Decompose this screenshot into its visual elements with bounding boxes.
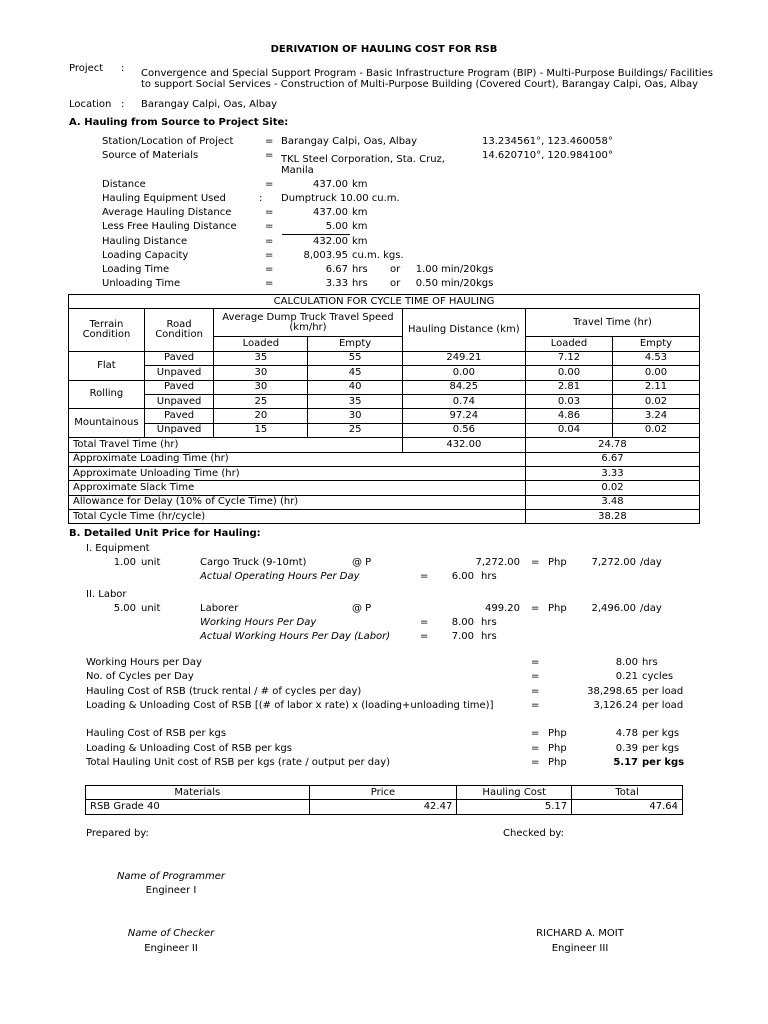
section-b-heading: B. Detailed Unit Price for Hauling: [69,528,261,539]
labor-php: Php [548,603,567,614]
total-travel-time: 24.78 [525,438,699,452]
hauling-distance-label: Hauling Distance [102,236,188,247]
total-unit-cost-eq: = [531,757,540,768]
unloading-time-or: or [390,278,401,289]
labor-heading: II. Labor [86,589,127,600]
equipment-unit: unit [141,557,161,568]
speed-empty-cell: 35 [308,394,402,408]
loading-time-alt: 1.00 [415,264,438,275]
source-value-line1: TKL Steel Corporation, Sta. Cruz, [281,154,445,165]
unloading-time-eq: = [265,278,274,289]
table-row [69,366,700,380]
time-empty-cell: 2.11 [612,380,699,394]
speed-loaded-cell: 20 [214,409,308,423]
source-eq: = [265,150,274,161]
hauling-cost-kgs-php: Php [548,728,567,739]
actual-op-eq: = [420,571,429,582]
header-terrain: Terrain Condition [69,309,145,351]
equipment-per-day: /day [640,557,662,568]
project-description-line1: Convergence and Special Support Program - Basic Infrastructure Program (BIP) - Multi-Purpose Buildings/ Facilities [141,68,713,79]
source-coords: 14.620710°, 120.984100° [482,150,613,161]
hauling-cost-eq: = [531,686,540,697]
allowance-row [69,495,700,509]
total-cell: 47.64 [572,800,683,814]
approx-loading-value: 6.67 [525,452,699,466]
total-travel-row [69,438,700,452]
approx-slack-row [69,481,700,495]
table-row [69,380,700,394]
loading-unloading-eq: = [531,700,540,711]
actual-op-unit: hrs [481,571,497,582]
subtotal-underline [282,234,350,235]
time-loaded-cell: 4.86 [525,409,612,423]
price-cell: 42.47 [309,800,457,814]
loading-time-label: Loading Time [102,264,170,275]
time-empty-cell: 3.24 [612,409,699,423]
equipment-cost: 7,272.00 [591,557,636,568]
distance-cell: 0.00 [402,366,525,380]
hauling-cost-label: Hauling Cost of RSB (truck rental / # of cycles per day) [86,686,362,697]
loading-capacity-unit: cu.m. kgs. [352,250,404,261]
approx-loading-label: Approximate Loading Time (hr) [69,452,526,466]
speed-empty-cell: 40 [308,380,402,394]
equipment-php: Php [548,557,567,568]
equipment-eq: = [531,557,540,568]
lu-cost-kgs-unit: per kgs [642,743,680,754]
approx-unloading-label: Approximate Unloading Time (hr) [69,466,526,480]
hauling-distance-unit: km [352,236,368,247]
total-travel-label: Total Travel Time (hr) [69,438,403,452]
loading-capacity-eq: = [265,250,274,261]
working-hours-label: Working Hours Per Day [200,617,317,628]
table-row [69,351,700,365]
station-label: Station/Location of Project [102,136,234,147]
lu-cost-kgs-label: Loading & Unloading Cost of RSB per kgs [86,743,292,754]
time-loaded-cell: 0.04 [525,423,612,437]
terrain-cell: Rolling [69,380,145,409]
table-row [86,800,683,814]
equipment-at-p: @ P [352,557,372,568]
distance-cell: 84.25 [402,380,525,394]
header-distance: Hauling Distance (km) [402,309,525,351]
approx-unloading-value: 3.33 [525,466,699,480]
hauling-distance-value: 432.00 [313,236,348,247]
wh-eq: = [531,657,540,668]
labor-per-day: /day [640,603,662,614]
cycle-time-table [68,294,700,524]
location-label: Location [69,99,112,110]
less-free-unit: km [352,221,368,232]
speed-empty-cell: 45 [308,366,402,380]
equipment-qty: 1.00 [113,557,136,568]
station-coords: 13.234561°, 123.460058° [482,136,613,147]
speed-empty-cell: 25 [308,423,402,437]
hauling-cost-kgs-value: 4.78 [615,728,638,739]
header-speed-loaded: Loaded [214,337,308,351]
loading-time-or: or [390,264,401,275]
less-free-value: 5.00 [325,221,348,232]
distance-cell: 0.74 [402,394,525,408]
unloading-time-alt: 0.50 [415,278,438,289]
unloading-time-value: 3.33 [325,278,348,289]
speed-loaded-cell: 15 [214,423,308,437]
equipment-rate: 7,272.00 [475,557,520,568]
avg-hauling-value: 437.00 [313,207,348,218]
total-cycle-value: 38.28 [525,510,699,524]
hauling-cost-kgs-label: Hauling Cost of RSB per kgs [86,728,227,739]
approx-loading-row [69,452,700,466]
total-cycle-label: Total Cycle Time (hr/cycle) [69,510,526,524]
road-cell: Unpaved [144,423,213,437]
station-value: Barangay Calpi, Oas, Albay [281,136,418,147]
approver-name: RICHARD A. MOIT [536,928,624,939]
speed-empty-cell: 55 [308,351,402,365]
cycles-label: No. of Cycles per Day [86,671,194,682]
total-unit-cost-value: 5.17 [613,757,638,768]
location-colon: : [121,99,125,110]
lu-cost-kgs-value: 0.39 [615,743,638,754]
actual-labor-eq: = [420,631,429,642]
speed-loaded-cell: 30 [214,380,308,394]
project-description-line2: to support Social Services - Construction of Multi-Purpose Building (Covered Court), Barangay Calpi, Oas, Albay [141,79,698,90]
allowance-label: Allowance for Delay (10% of Cycle Time) (hr) [69,495,526,509]
approx-unloading-row [69,466,700,480]
road-cell: Paved [144,409,213,423]
hauling-cost-kgs-eq: = [531,728,540,739]
header-travel-empty: Empty [612,337,699,351]
distance-cell: 0.56 [402,423,525,437]
loading-unloading-value: 3,126.24 [593,700,638,711]
working-hours-eq: = [420,617,429,628]
loading-time-alt-unit: min/20kgs [441,264,494,275]
hauling-cost-header: Hauling Cost [457,786,572,800]
section-a-heading: A. Hauling from Source to Project Site: [69,117,289,128]
materials-header: Materials [86,786,310,800]
loading-time-value: 6.67 [325,264,348,275]
distance-value: 437.00 [313,179,348,190]
header-speed: Average Dump Truck Travel Speed (km/hr) [214,309,402,337]
lu-cost-kgs-eq: = [531,743,540,754]
source-value-line2: Manila [281,165,314,176]
speed-loaded-cell: 30 [214,366,308,380]
table-row [69,409,700,423]
time-loaded-cell: 7.12 [525,351,612,365]
road-cell: Unpaved [144,366,213,380]
station-eq: = [265,136,274,147]
avg-hauling-label: Average Hauling Distance [102,207,232,218]
cycles-eq: = [531,671,540,682]
labor-unit: unit [141,603,161,614]
equipment-heading: I. Equipment [86,543,150,554]
cycles-value: 0.21 [615,671,638,682]
working-hours-value: 8.00 [451,617,474,628]
actual-labor-value: 7.00 [451,631,474,642]
time-empty-cell: 0.02 [612,394,699,408]
hauling-cost-kgs-unit: per kgs [642,728,680,739]
speed-loaded-cell: 35 [214,351,308,365]
loading-time-eq: = [265,264,274,275]
table-row [69,394,700,408]
avg-hauling-unit: km [352,207,368,218]
table-row [69,423,700,437]
actual-op-label: Actual Operating Hours Per Day [200,571,360,582]
actual-labor-unit: hrs [481,631,497,642]
labor-eq: = [531,603,540,614]
equipment-used-value: Dumptruck 10.00 cu.m. [281,193,400,204]
labor-rate: 499.20 [485,603,520,614]
header-speed-empty: Empty [308,337,402,351]
checker-name: Name of Checker [127,928,215,939]
road-cell: Paved [144,380,213,394]
equipment-desc: Cargo Truck (9-10mt) [200,557,307,568]
actual-labor-label: Actual Working Hours Per Day (Labor) [200,631,391,642]
actual-op-value: 6.00 [451,571,474,582]
total-header: Total [572,786,683,800]
total-unit-cost-label: Total Hauling Unit cost of RSB per kgs (rate / output per day) [86,757,391,768]
time-loaded-cell: 2.81 [525,380,612,394]
unloading-time-alt-unit: min/20kgs [441,278,494,289]
prepared-by-label: Prepared by: [86,828,149,839]
project-colon: : [121,63,125,74]
lu-cost-kgs-php: Php [548,743,567,754]
approx-slack-value: 0.02 [525,481,699,495]
hauling-cost-value: 38,298.65 [587,686,638,697]
cycle-table-title: CALCULATION FOR CYCLE TIME OF HAULING [69,295,700,309]
loading-capacity-value: 8,003.95 [303,250,348,261]
time-empty-cell: 0.00 [612,366,699,380]
allowance-value: 3.48 [525,495,699,509]
hauling-cost-unit: per load [642,686,684,697]
speed-loaded-cell: 25 [214,394,308,408]
hauling-cost-cell: 5.17 [457,800,572,814]
distance-unit: km [352,179,368,190]
terrain-cell: Mountainous [69,409,145,438]
distance-cell: 249.21 [402,351,525,365]
page-title: DERIVATION OF HAULING COST FOR RSB [270,44,498,55]
wh-label: Working Hours per Day [86,657,202,668]
approver-title: Engineer III [551,943,609,954]
hauling-distance-eq: = [265,236,274,247]
labor-at-p: @ P [352,603,372,614]
price-header: Price [309,786,457,800]
labor-cost: 2,496.00 [591,603,636,614]
time-loaded-cell: 0.03 [525,394,612,408]
less-free-label: Less Free Hauling Distance [102,221,237,232]
avg-hauling-eq: = [265,207,274,218]
header-road: Road Condition [144,309,213,351]
time-loaded-cell: 0.00 [525,366,612,380]
unloading-time-label: Unloading Time [102,278,181,289]
speed-empty-cell: 30 [308,409,402,423]
checked-by-label: Checked by: [503,828,564,839]
less-free-eq: = [265,221,274,232]
location-value: Barangay Calpi, Oas, Albay [141,99,278,110]
time-empty-cell: 0.02 [612,423,699,437]
total-cycle-row [69,510,700,524]
cycles-unit: cycles [642,671,674,682]
distance-cell: 97.24 [402,409,525,423]
loading-unloading-unit: per load [642,700,684,711]
equipment-used-label: Hauling Equipment Used [102,193,226,204]
unloading-time-unit: hrs [352,278,368,289]
road-cell: Paved [144,351,213,365]
wh-value: 8.00 [615,657,638,668]
road-cell: Unpaved [144,394,213,408]
loading-unloading-label: Loading & Unloading Cost of RSB [(# of labor x rate) x (loading+unloading time)] [86,700,494,711]
programmer-title: Engineer I [145,885,197,896]
labor-desc: Laborer [200,603,239,614]
materials-table [85,785,683,815]
wh-unit: hrs [642,657,658,668]
source-label: Source of Materials [102,150,199,161]
project-label: Project [69,63,104,74]
working-hours-unit: hrs [481,617,497,628]
approx-slack-label: Approximate Slack Time [69,481,526,495]
header-travel-loaded: Loaded [525,337,612,351]
loading-time-unit: hrs [352,264,368,275]
total-travel-distance: 432.00 [402,438,525,452]
labor-qty: 5.00 [113,603,136,614]
programmer-name: Name of Programmer [116,871,226,882]
distance-eq: = [265,179,274,190]
equipment-used-colon: : [259,193,263,204]
total-unit-cost-php: Php [548,757,567,768]
loading-capacity-label: Loading Capacity [102,250,189,261]
terrain-cell: Flat [69,351,145,380]
material-cell: RSB Grade 40 [86,800,310,814]
distance-label: Distance [102,179,146,190]
checker-title: Engineer II [144,943,198,954]
header-travel: Travel Time (hr) [525,309,699,337]
total-unit-cost-unit: per kgs [642,757,685,768]
time-empty-cell: 4.53 [612,351,699,365]
